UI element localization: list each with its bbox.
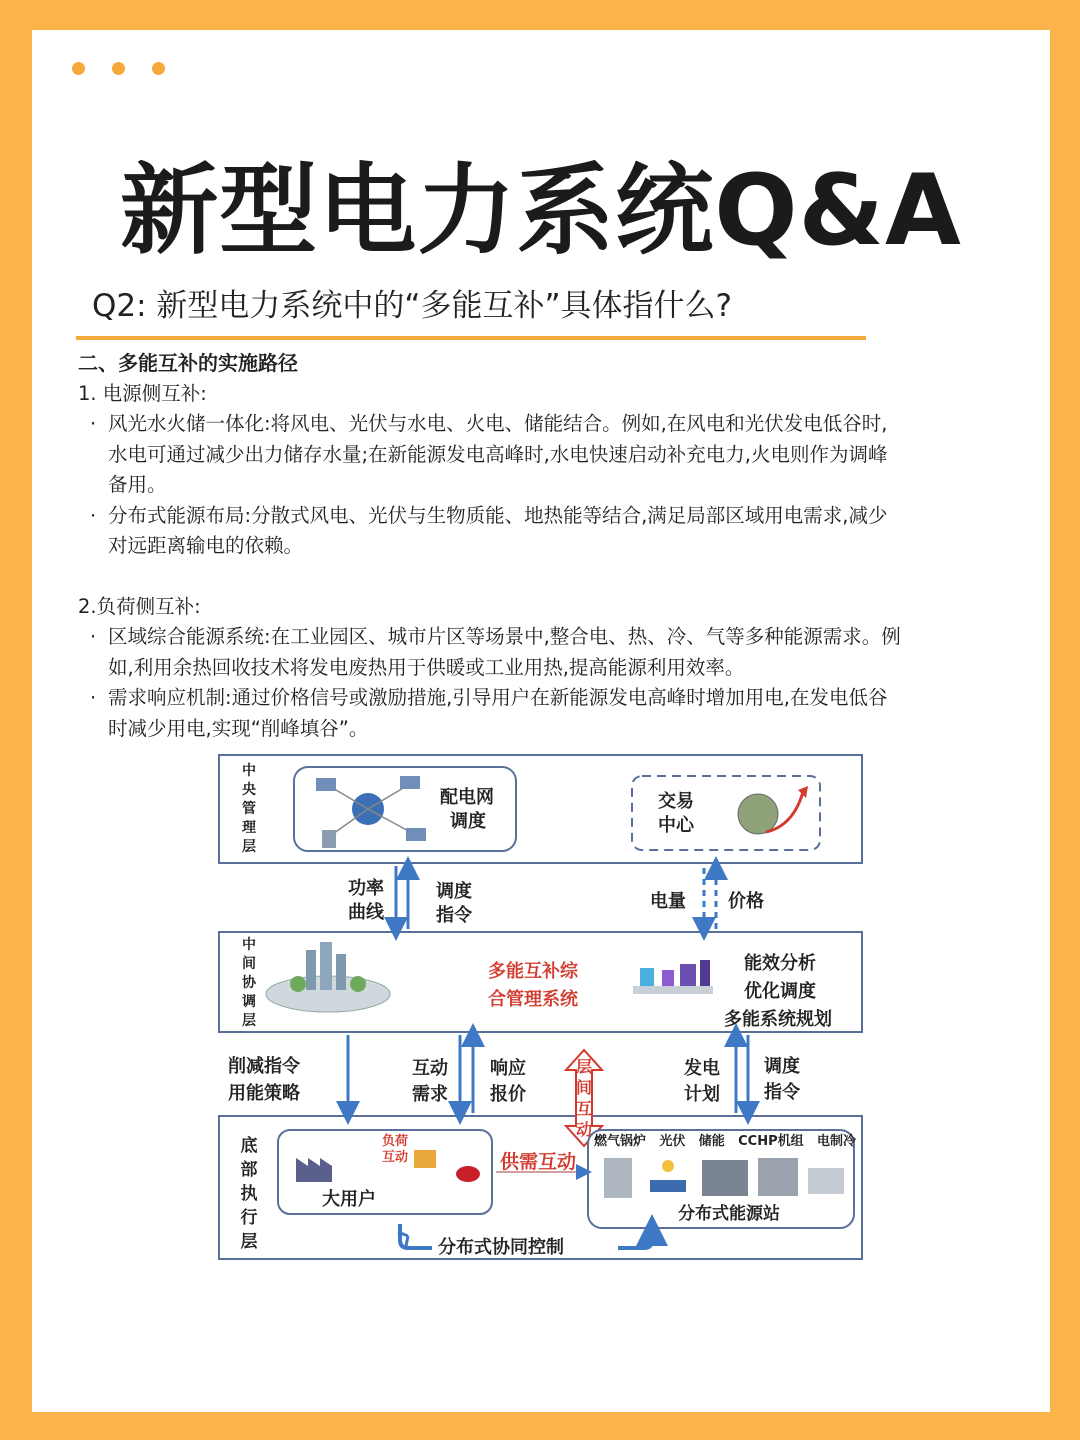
layer-label-bottom: 底部执行层 bbox=[240, 1136, 258, 1252]
interaction-demand-label: 互动 需求 bbox=[412, 1058, 448, 1105]
bullet-item bbox=[78, 409, 1028, 501]
bullet-line: 时减少用电,实现“削峰填谷”。 bbox=[108, 716, 369, 740]
laptop-icon bbox=[400, 776, 420, 789]
bullet-line: 水电可通过减少出力储存水量;在新能源发电高峰时,水电快速启动补充电力,火电则作为调峰 bbox=[108, 442, 888, 466]
bullet-line: 分布式能源布局:分散式风电、光伏与生物质能、地热能等结合,满足局部区域用电需求,减少 bbox=[108, 503, 888, 527]
section-source-side bbox=[78, 379, 1028, 562]
equipment-label: CCHP机组 bbox=[738, 1134, 804, 1149]
storage-icon bbox=[702, 1160, 748, 1196]
trading-center-label: 交易 中心 bbox=[658, 791, 694, 836]
solar-panel-icon bbox=[650, 1180, 686, 1192]
bullet-mark: · bbox=[90, 503, 97, 527]
coordinated-control-label: 分布式协同控制 bbox=[438, 1237, 564, 1258]
interlayer-label: 层间互动 bbox=[575, 1057, 592, 1139]
equipment-label: 电制冷 bbox=[816, 1134, 856, 1149]
multi-energy-diagram bbox=[218, 754, 863, 1261]
bullet-line: 需求响应机制:通过价格信号或激励措施,引导用户在新能源发电高峰时增加用电,在发电低谷 bbox=[108, 686, 888, 709]
section-load-side bbox=[78, 592, 1028, 745]
section-label: 1. 电源侧互补: bbox=[78, 381, 207, 405]
bullet-item bbox=[78, 622, 1028, 683]
ev-car-icon bbox=[456, 1166, 480, 1182]
response-quote-label: 响应 报价 bbox=[490, 1058, 526, 1105]
dispatch-command-label: 调度 指令 bbox=[436, 881, 472, 926]
gas-boiler-icon bbox=[604, 1158, 632, 1198]
power-curve-label: 功率 曲线 bbox=[348, 878, 384, 923]
layer-label-top: 中央管理层 bbox=[242, 763, 256, 855]
decorative-dot-1 bbox=[72, 62, 85, 75]
supply-demand-label: 供需互动 bbox=[500, 1151, 577, 1173]
generation-plan-label: 发电 计划 bbox=[684, 1058, 720, 1105]
cchp-unit-icon bbox=[758, 1158, 798, 1196]
bullet-mark: · bbox=[90, 625, 97, 648]
equipment-label: 光伏 bbox=[659, 1134, 686, 1149]
laptop-icon bbox=[316, 778, 336, 791]
bullet-line: 风光水火储一体化:将风电、光伏与水电、火电、储能结合。例如,在风电和光伏发电低谷时, bbox=[108, 412, 888, 435]
section-label: 2.负荷侧互补: bbox=[78, 594, 201, 618]
dispatch-label: 配电网 调度 bbox=[440, 787, 494, 832]
middle-functions: 能效分析 优化调度 多能系统规划 bbox=[724, 953, 832, 1030]
equipment-label: 燃气锅炉 bbox=[594, 1134, 647, 1149]
question-underline bbox=[76, 336, 866, 340]
bullet-item bbox=[78, 501, 1028, 562]
bullet-mark: · bbox=[90, 686, 97, 709]
equipment-labels bbox=[594, 1134, 856, 1150]
laptop-icon bbox=[406, 828, 426, 841]
page-title: 新型电力系统Q&A bbox=[120, 154, 962, 268]
load-interaction-label: 负荷 互动 bbox=[382, 1134, 409, 1165]
dispatch-command-2-label: 调度 指令 bbox=[764, 1056, 800, 1103]
phone-icon bbox=[322, 830, 336, 848]
bullet-item bbox=[78, 683, 1028, 744]
equipment-label: 储能 bbox=[698, 1134, 725, 1149]
question-heading: Q2: 新型电力系统中的“多能互补”具体指什么? bbox=[92, 288, 732, 324]
bullet-line: 如,利用余热回收技术将发电废热用于供暖或工业用热,提高能源利用效率。 bbox=[108, 655, 745, 679]
money-globe-icon bbox=[738, 794, 778, 834]
price-label: 价格 bbox=[728, 891, 764, 912]
chiller-icon bbox=[808, 1168, 844, 1194]
bullet-line: 备用。 bbox=[108, 473, 167, 496]
equipment-platform-icon bbox=[633, 986, 713, 994]
section-heading: 二、多能互补的实施路径 bbox=[78, 351, 298, 375]
energy-station-label: 分布式能源站 bbox=[678, 1204, 780, 1224]
decorative-dot-2 bbox=[112, 62, 125, 75]
house-icon bbox=[414, 1150, 436, 1168]
bullet-line: 区域综合能源系统:在工业园区、城市片区等场景中,整合电、热、冷、气等多种能源需求。例 bbox=[108, 625, 901, 648]
bullet-mark: · bbox=[90, 412, 97, 435]
article-body bbox=[78, 348, 1028, 744]
management-system-label: 多能互补综 合管理系统 bbox=[488, 961, 578, 1010]
big-user-label: 大用户 bbox=[322, 1189, 376, 1210]
bullet-line: 对远距离输电的依赖。 bbox=[108, 534, 304, 557]
content-card bbox=[32, 30, 1050, 1412]
layer-label-middle: 中间协调层 bbox=[242, 937, 256, 1029]
reduction-command-label: 削减指令 用能策略 bbox=[228, 1056, 300, 1104]
electricity-label: 电量 bbox=[650, 891, 686, 912]
decorative-dot-3 bbox=[152, 62, 165, 75]
